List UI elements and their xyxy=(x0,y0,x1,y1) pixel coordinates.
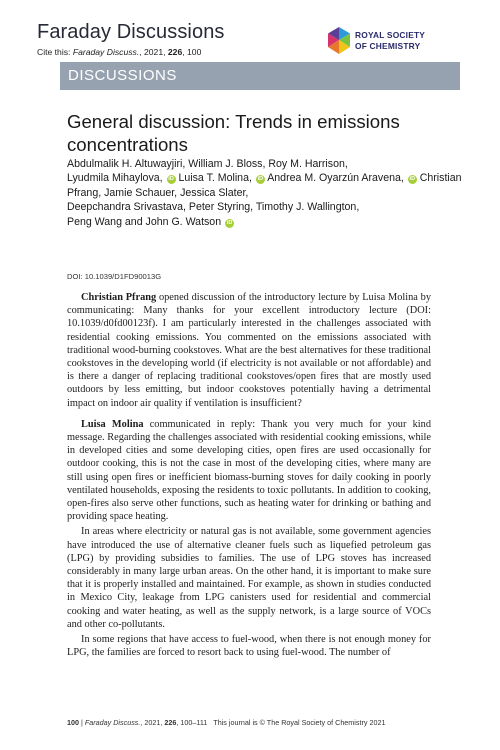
cite-volume: 226 xyxy=(167,47,183,57)
rsc-text-line1: ROYAL SOCIETY xyxy=(355,30,426,40)
footer-year: , 2021, xyxy=(140,718,165,727)
paragraph xyxy=(67,633,431,659)
page-footer xyxy=(67,718,385,727)
footer-pages: , 100–111 xyxy=(176,718,208,727)
author: Christian Pfrang, xyxy=(67,172,462,199)
paragraph-text: communicated in reply: Thank you very much for your kind message. Regarding the challenges associated with residential cooking emissions, while in developed cities and some developing cities, open fires are used occasionally for outdoor cooking, this is not the case in most of the developing cities, where many are still using open fires or inefficient biomass-burning stoves for daily cooking in poorly ventilated households, exposing the residents to toxic pollutants. In addition to cooking, open-fires also serve other functions, such as heating water for drinking or bathing and providing space heating. xyxy=(67,418,432,523)
orcid-icon[interactable]: iD xyxy=(409,176,416,183)
author: Peng Wang and John G. Watson xyxy=(67,215,222,228)
paragraph-text: In some regions that have access to fuel-wood, when there is not enough money for LPG, the families are forced to resort back to using fuel-wood. The number of xyxy=(67,634,431,659)
cite-journal: Faraday Discuss. xyxy=(72,47,140,57)
section-banner xyxy=(60,62,460,90)
citation-line xyxy=(37,47,201,57)
speaker-name: Christian Pfrang xyxy=(81,292,157,303)
author: Abdulmalik H. Altuwayjiri, xyxy=(67,158,189,170)
author: Luisa T. Molina, xyxy=(175,172,252,185)
section-label: DISCUSSIONS xyxy=(68,67,177,84)
author: Timothy J. Wallington, xyxy=(255,201,360,214)
author: William J. Bloss, xyxy=(188,158,269,170)
footer-volume: 226 xyxy=(164,718,177,727)
rsc-logo xyxy=(326,24,466,60)
orcid-icon[interactable]: iD xyxy=(257,176,264,183)
cite-prefix: Cite this: xyxy=(37,47,73,57)
author: Deepchandra Srivastava, xyxy=(67,201,189,214)
article-body xyxy=(67,291,431,667)
author: Jessica Slater, xyxy=(180,186,249,199)
author: Jamie Schauer, xyxy=(104,186,181,199)
author: Lyudmila Mihaylova, xyxy=(67,172,163,185)
orcid-icon[interactable]: iD xyxy=(168,176,174,183)
cite-year: , 2021, xyxy=(139,47,168,57)
paragraph xyxy=(67,291,431,410)
article-title: General discussion: Trends in emissions concentrations xyxy=(67,111,400,155)
author-list xyxy=(67,157,467,229)
doi[interactable]: DOI: 10.1039/D1FD90013G xyxy=(67,272,162,281)
speaker-name: Luisa Molina xyxy=(81,418,144,430)
journal-title: Faraday Discussions xyxy=(37,21,225,43)
author: Peter Styring, xyxy=(188,201,256,214)
rsc-text-line2: OF CHEMISTRY xyxy=(355,40,421,51)
page-number: 100 xyxy=(67,718,79,727)
author: Roy M. Harrison, xyxy=(268,158,348,170)
author: Andrea M. Oyarzún Aravena, xyxy=(264,172,404,185)
footer-rights: This journal is © The Royal Society of Chemistry 2021 xyxy=(213,718,386,727)
orcid-icon[interactable]: iD xyxy=(226,219,233,226)
footer-journal: Faraday Discuss. xyxy=(84,718,141,727)
cite-page: , 100 xyxy=(182,47,202,57)
paragraph-text: In areas where electricity or natural gas is not available, some government agencies have introduced the use of alternative cleaner fuels such as liquefied petroleum gas (LPG) by providing subsidies to families. The use of LPG stoves has increased considerably in many large urban areas. On the other hand, it is important to make sure that it is properly installed and maintained. For example, as shown in studies conducted in Mexico City, leakage from LPG canisters used for residential and commercial cooking and water heating, as well as the supply network, is a large source of VOCs and other co-pollutants. xyxy=(67,526,431,630)
paragraph-text: opened discussion of the introductory lecture by Luisa Molina by communicating: Many thanks for your excellent introductory lecture (DOI: 10.1039/d0fd00123f). I am particularly interested in the challenges associated with residential cooking emissions. You commented on the emissions associated with traditional wood-burning cookstoves. What are the best alternatives for these traditional cookstoves in the developing world (if electricity is not available or not affordable) and is there a danger of replacing traditional cookstoves/open fires that are mostly used outdoors by less emitting, but indoor cookstoves potentially having a detrimental impact on indoor air quality if ventilation is insufficient? xyxy=(67,292,431,409)
rsc-mark-icon xyxy=(326,26,352,56)
paragraph xyxy=(67,418,431,524)
footer-separator: | xyxy=(79,718,85,727)
paragraph xyxy=(67,525,431,631)
